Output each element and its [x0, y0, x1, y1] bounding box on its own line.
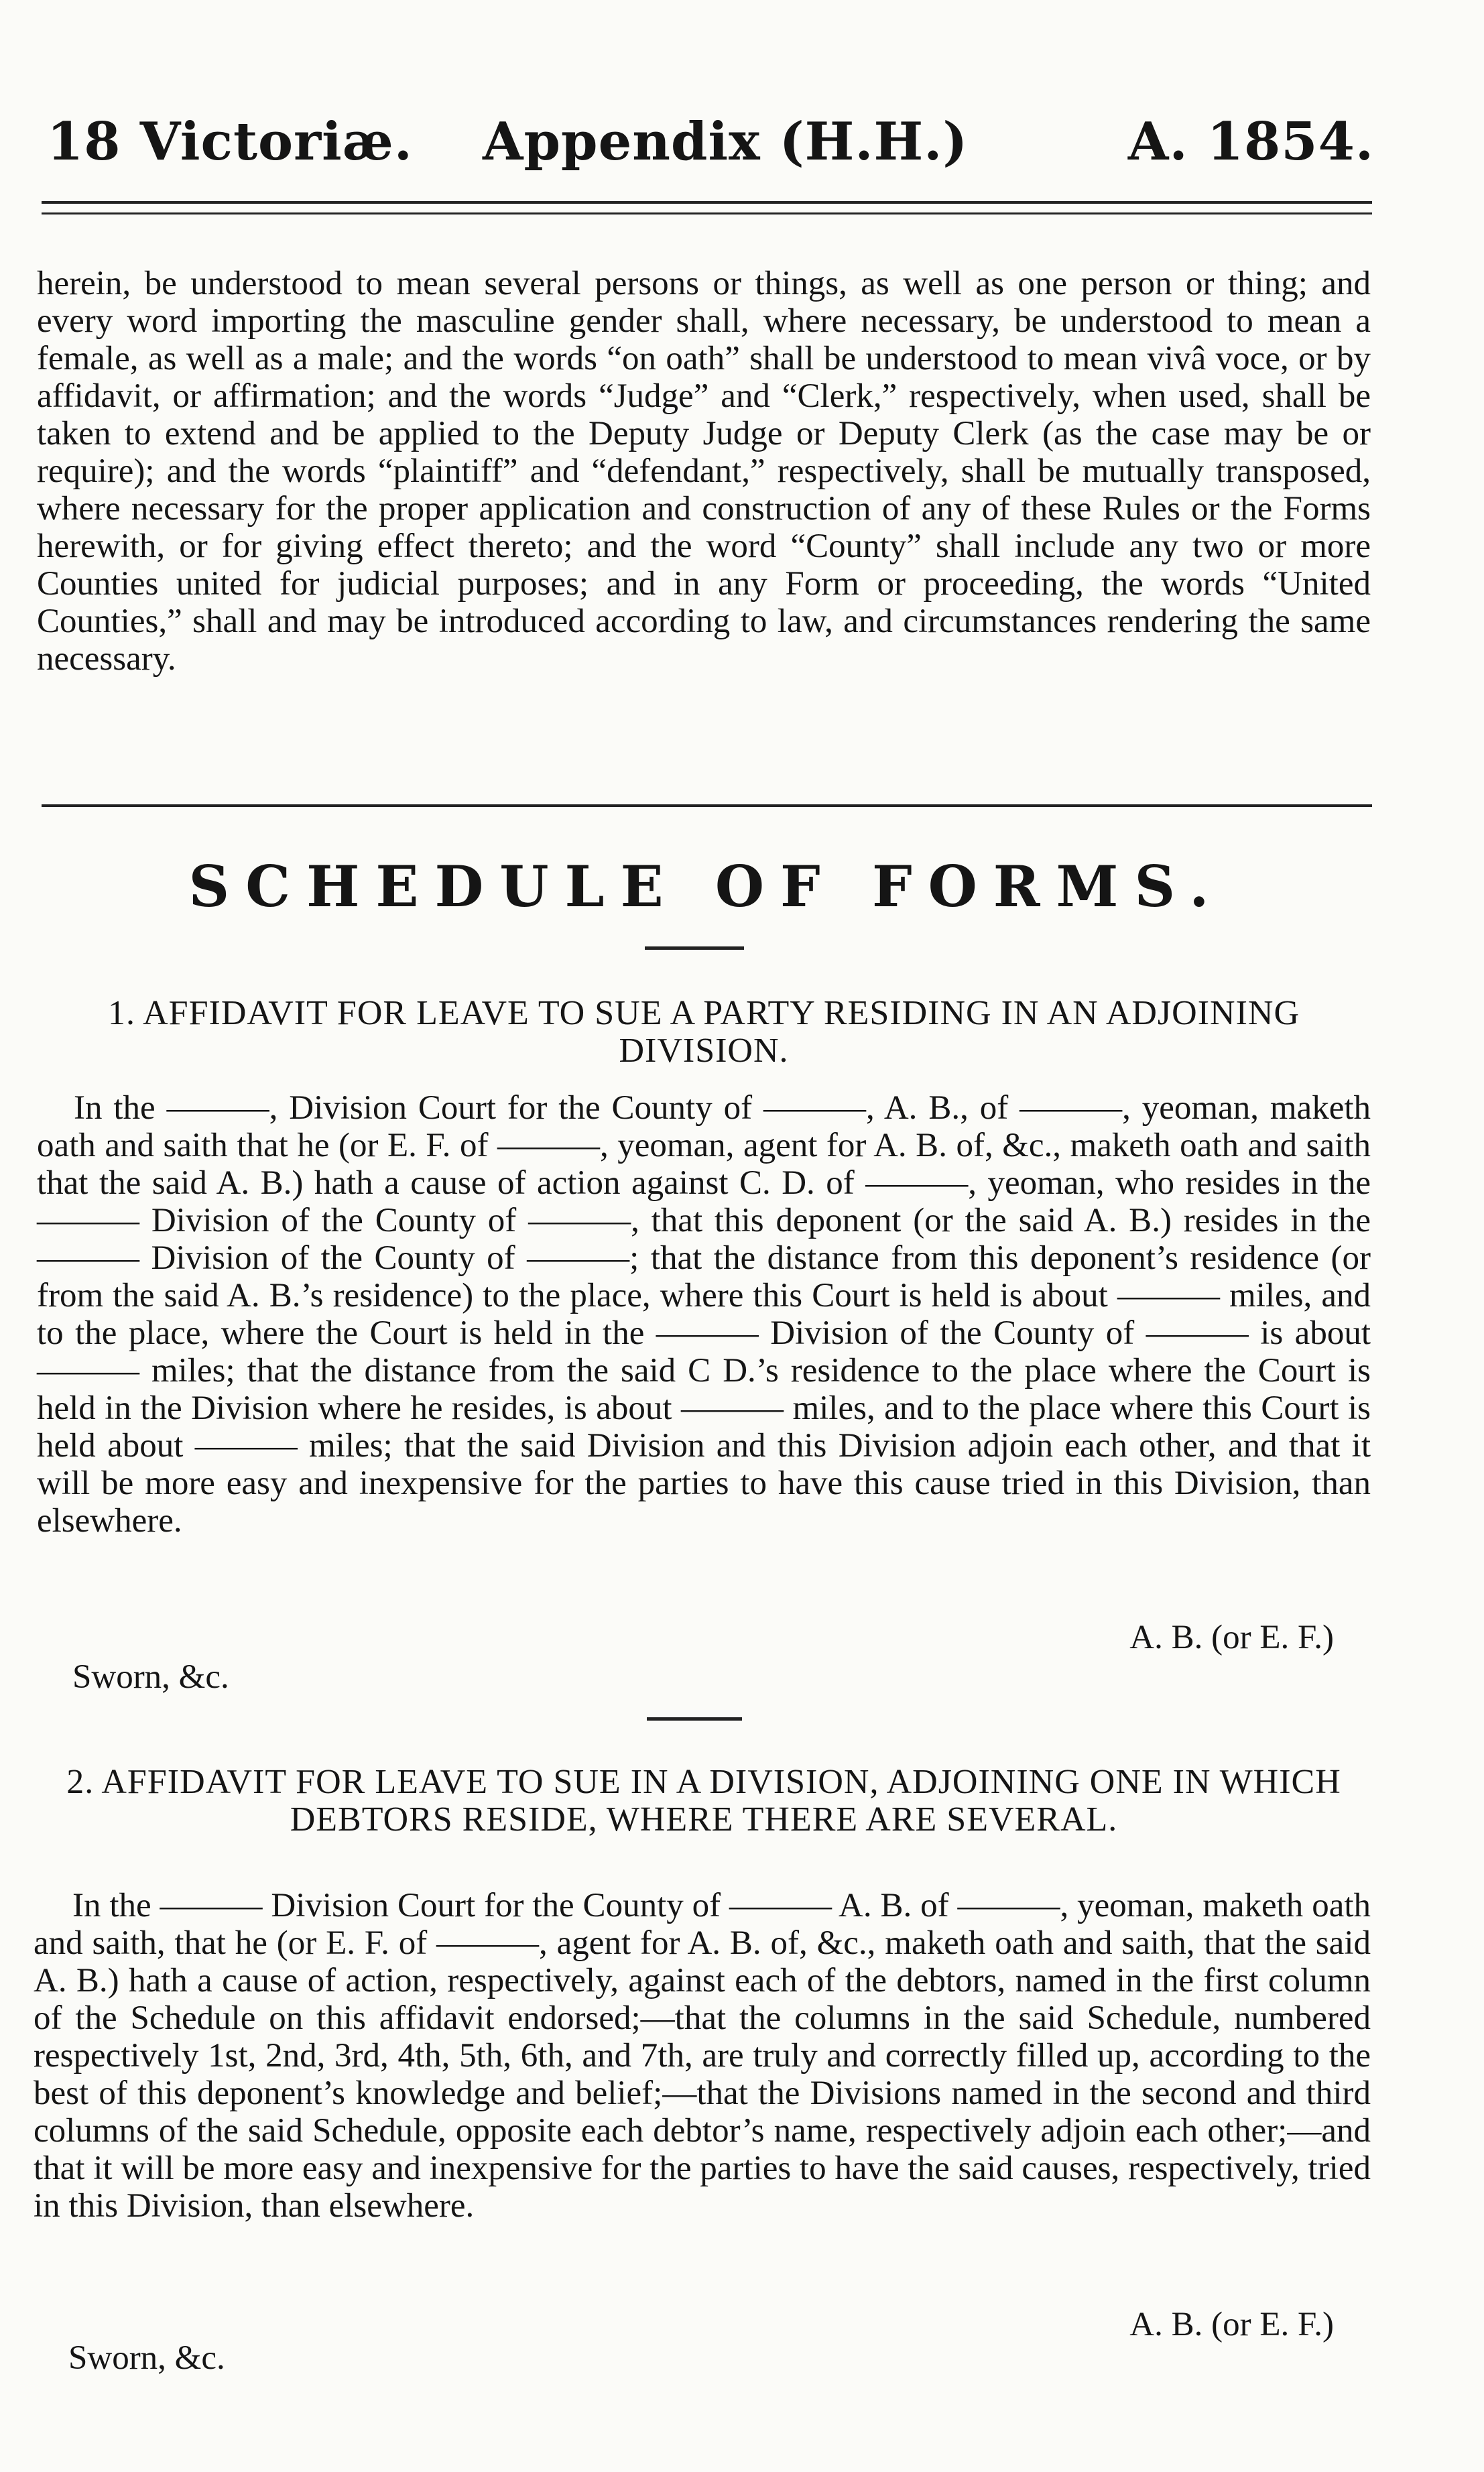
header-year: A. 1854. — [1127, 111, 1374, 172]
form-2-signature: A. B. (or E. F.) — [1129, 2306, 1334, 2343]
header-appendix: Appendix (H.H.) — [483, 111, 969, 172]
form-1-signature: A. B. (or E. F.) — [1129, 1619, 1334, 1656]
form-1-heading: 1. AFFIDAVIT FOR LEAVE TO SUE A PARTY RESIDING IN AN ADJOINING DIVISION. — [108, 994, 1300, 1070]
form-2-heading: 2. AFFIDAVIT FOR LEAVE TO SUE IN A DIVISION, ADJOINING ONE IN WHICH DEBTORS RESIDE, WHERE THERE ARE SEVERAL. — [66, 1763, 1341, 1839]
form-1-sworn: Sworn, &c. — [72, 1658, 229, 1696]
section-divider — [42, 804, 1372, 807]
interpretation-paragraph: herein, be understood to mean several persons or things, as well as one person or thing; and every word importing the masculine gender shall, where necessary, be understood to mean a female, as well as a male; and the words “on oath” shall be understood to mean vivâ voce, or by affidavit, or affirmation; and the words “Judge” and “Clerk,” respectively, when used, shall be taken to extend and be applied to the Deputy Judge or Deputy Clerk (as the case may be or require); and the words “plaintiff” and “defendant,” respectively, shall be mutually transposed, where necessary for the proper application and construction of any of these Rules or the Forms herewith, or for giving effect thereto; and the word “County” shall include any two or more Counties united for judicial purposes; and in any Form or proceeding, the words “United Counties,” shall and may be introduced according to law, and circumstances rendering the same necessary. — [37, 265, 1371, 678]
form-2-body: In the ——— Division Court for the County of ——— A. B. of ———, yeoman, maketh oath and saith, that he (or E. F. of ———, agent for A. B. of, &c., maketh oath and saith, that the said A. B.) hath a cause of action, respectively, against each of the debtors, named in the first column of the Schedule on this affidavit endorsed;—that the columns in the said Schedule, numbered respectively 1st, 2nd, 3rd, 4th, 5th, 6th, and 7th, are truly and correctly filled up, according to the best of this deponent’s knowledge and belief;—that the Divisions named in the second and third columns of the said Schedule, opposite each debtor’s name, respectively adjoin each other;—and that it will be more easy and inexpensive for the parties to have the said causes, respectively, tried in this Division, than elsewhere. — [34, 1887, 1371, 2225]
title-short-rule — [645, 946, 744, 950]
form-1-body: In the ———, Division Court for the County of ———, A. B., of ———, yeoman, maketh oath and saith that he (or E. F. of ———, yeoman, agent for A. B. of, &c., maketh oath and saith that the said A. B.) hath a cause of action against C. D. of ———, yeoman, who resides in the ——— Division of the County of ———, that this deponent (or the said A. B.) resides in the ——— Division of the County of ———; that the distance from this deponent’s residence (or from the said A. B.’s residence) to the place, where this Court is held is about ——— miles, and to the place, where the Court is held in the ——— Division of the County of ——— is about ——— miles; that the distance from the said C D.’s residence to the place where the Court is held in the Division where he resides, is about ——— miles, and to the place where this Court is held about ——— miles; that the said Division and this Division adjoin each other, and that it will be more easy and inexpensive for the parties to have this cause tried in this Division, than elsewhere. — [37, 1089, 1371, 1540]
form-divider-rule — [647, 1717, 742, 1721]
form-2-sworn: Sworn, &c. — [68, 2339, 225, 2377]
header-double-rule — [42, 201, 1372, 214]
running-header — [47, 109, 1374, 176]
schedule-title: SCHEDULE OF FORMS. — [188, 853, 1225, 920]
header-regnal-year: 18 Victoriæ. — [47, 111, 413, 172]
